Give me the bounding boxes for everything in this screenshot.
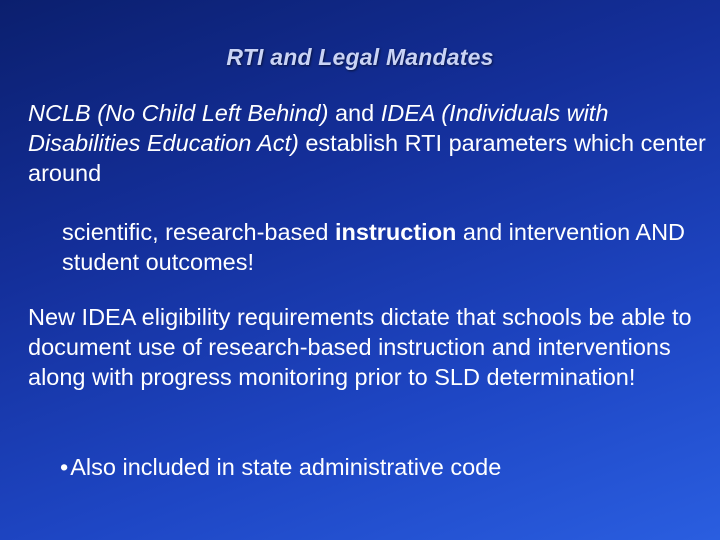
outcomes-text: and intervention AND student outcomes! [62,219,686,275]
paragraph-mandates [28,98,708,188]
slide-title: RTI and Legal Mandates [226,44,494,70]
state-code-text: Also included in state administrative code [70,454,502,480]
nclb-text: NCLB (No Child Left Behind) [28,100,329,126]
scientific-text: scientific, research-based [62,219,335,245]
paragraph-scientific [62,217,702,277]
parameters-text: establish RTI parameters which center around [28,130,706,186]
paragraph-state-code [60,452,700,482]
idea-text: IDEA (Individuals with Disabilities Education Act) [28,100,609,156]
connector-text: and [328,100,381,126]
bullet-icon: • [60,454,69,480]
paragraph-eligibility: New IDEA eligibility requirements dictate that schools be able to document use of research-based instruction and interventions along with progress monitoring prior to SLD determination! [28,304,692,390]
instruction-text: instruction [334,219,457,245]
